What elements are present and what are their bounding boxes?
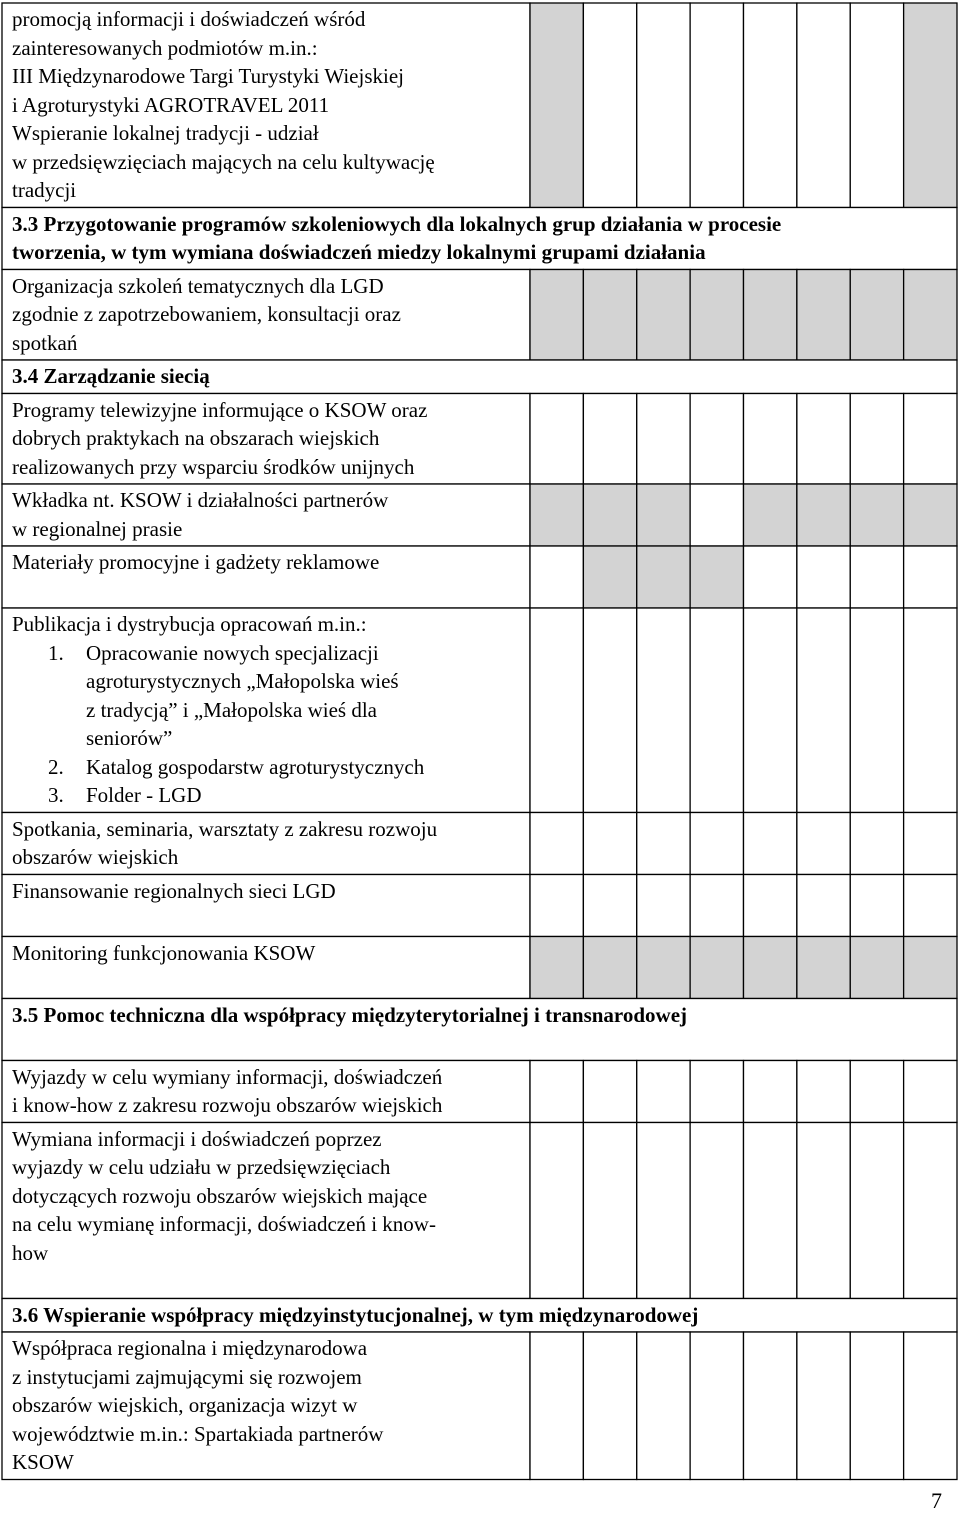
- schedule-cell: [530, 546, 583, 608]
- schedule-cell: [797, 484, 850, 546]
- schedule-cell: [744, 813, 797, 875]
- list-item-text: seniorów”: [86, 726, 173, 750]
- schedule-cell: [797, 3, 850, 208]
- section-heading: 3.6 Wspieranie współpracy międzyinstytucjonalnej, w tym międzynarodowej: [12, 1302, 699, 1327]
- schedule-cell: [744, 875, 797, 937]
- schedule-cell: [797, 813, 850, 875]
- schedule-cell: [530, 270, 583, 361]
- schedule-cell: [850, 1061, 903, 1123]
- schedule-cell: [690, 484, 743, 546]
- schedule-cell: [744, 546, 797, 608]
- activity-text: na celu wymianę informacji, doświadczeń i know-: [12, 1212, 436, 1236]
- schedule-cell: [530, 875, 583, 937]
- schedule-cell: [904, 1061, 957, 1123]
- schedule-cell: [583, 546, 636, 608]
- activity-text: Wyjazdy w celu wymiany informacji, doświadczeń: [12, 1064, 443, 1089]
- activity-text: w przedsięwzięciach mających na celu kultywację: [12, 149, 435, 174]
- schedule-cell: [583, 3, 636, 208]
- activity-text: realizowanych przy wsparciu środków unijnych: [12, 454, 415, 479]
- schedule-cell: [530, 1123, 583, 1299]
- activity-text: Wkładka nt. KSOW i działalności partnerów: [12, 488, 389, 512]
- activity-text: Finansowanie regionalnych sieci LGD: [12, 878, 336, 903]
- schedule-cell: [850, 394, 903, 485]
- section-heading: 3.4 Zarządzanie siecią: [12, 364, 210, 388]
- schedule-cell: [850, 1332, 903, 1480]
- schedule-cell: [744, 1123, 797, 1299]
- schedule-cell: [530, 484, 583, 546]
- schedule-cell: [583, 875, 636, 937]
- activity-text: Monitoring funkcjonowania KSOW: [12, 940, 316, 965]
- section-heading: 3.3 Przygotowanie programów szkoleniowych dla lokalnych grup działania w procesie: [12, 211, 782, 236]
- list-number: 2.: [48, 754, 64, 779]
- schedule-cell: [637, 1123, 690, 1299]
- schedule-cell: [850, 484, 903, 546]
- schedule-cell: [850, 1123, 903, 1299]
- schedule-cell: [637, 1061, 690, 1123]
- schedule-cell: [583, 270, 636, 361]
- schedule-cell: [530, 3, 583, 208]
- schedule-cell: [637, 270, 690, 361]
- activity-text: obszarów wiejskich: [12, 845, 179, 869]
- activity-text: dotyczących rozwoju obszarów wiejskich mające: [12, 1183, 428, 1208]
- list-item-text: Katalog gospodarstw agroturystycznych: [86, 754, 425, 779]
- schedule-cell: [690, 1123, 743, 1299]
- schedule-cell: [690, 608, 743, 813]
- schedule-cell: [690, 937, 743, 999]
- activity-text: Organizacja szkoleń tematycznych dla LGD: [12, 273, 384, 298]
- schedule-cell: [637, 937, 690, 999]
- activity-text: zainteresowanych podmiotów m.in.:: [12, 35, 318, 60]
- activity-text: Współpraca regionalna i międzynarodowa: [12, 1336, 368, 1360]
- activity-text: z instytucjami zajmującymi się rozwojem: [12, 1364, 362, 1389]
- activity-text: spotkań: [12, 330, 78, 355]
- schedule-cell: [850, 875, 903, 937]
- schedule-cell: [797, 270, 850, 361]
- activity-text: Programy telewizyjne informujące o KSOW oraz: [12, 397, 428, 422]
- schedule-cell: [797, 875, 850, 937]
- activity-text: zgodnie z zapotrzebowaniem, konsultacji oraz: [12, 302, 401, 326]
- schedule-cell: [530, 937, 583, 999]
- schedule-cell: [637, 394, 690, 485]
- schedule-cell: [637, 1332, 690, 1480]
- schedule-cell: [583, 1061, 636, 1123]
- activity-text: III Międzynarodowe Targi Turystyki Wiejskiej: [12, 64, 404, 88]
- schedule-cell: [744, 1332, 797, 1480]
- schedule-cell: [690, 3, 743, 208]
- schedule-cell: [690, 394, 743, 485]
- schedule-cell: [583, 813, 636, 875]
- schedule-cell: [530, 608, 583, 813]
- list-number: 3.: [48, 783, 64, 807]
- schedule-cell: [583, 937, 636, 999]
- schedule-cell: [637, 3, 690, 208]
- schedule-cell: [904, 270, 957, 361]
- schedule-cell: [744, 3, 797, 208]
- section-heading: 3.5 Pomoc techniczna dla współpracy międzyterytorialnej i transnarodowej: [12, 1002, 688, 1027]
- schedule-cell: [637, 546, 690, 608]
- list-item-text: Folder - LGD: [86, 783, 202, 807]
- list-item-text: Opracowanie nowych specjalizacji: [86, 640, 379, 665]
- activity-text: i know-how z zakresu rozwoju obszarów wiejskich: [12, 1093, 443, 1117]
- schedule-cell: [583, 1332, 636, 1480]
- schedule-cell: [904, 394, 957, 485]
- activity-text: województwie m.in.: Spartakiada partnerów: [12, 1421, 384, 1446]
- schedule-cell: [690, 875, 743, 937]
- schedule-cell: [690, 546, 743, 608]
- activity-text: i Agroturystyki AGROTRAVEL 2011: [12, 92, 330, 117]
- activity-text: tradycji: [12, 178, 77, 202]
- schedule-cell: [583, 394, 636, 485]
- schedule-cell: [690, 1061, 743, 1123]
- list-item-text: agroturystycznych „Małopolska wieś: [86, 669, 399, 693]
- schedule-cell: [530, 1332, 583, 1480]
- schedule-cell: [797, 1061, 850, 1123]
- activity-text: Publikacja i dystrybucja opracowań m.in.:: [12, 612, 367, 636]
- schedule-cell: [850, 270, 903, 361]
- schedule-cell: [850, 813, 903, 875]
- schedule-cell: [637, 813, 690, 875]
- page-number: 7: [931, 1488, 942, 1513]
- schedule-cell: [904, 546, 957, 608]
- activity-text: obszarów wiejskich, organizacja wizyt w: [12, 1393, 358, 1417]
- schedule-cell: [797, 1123, 850, 1299]
- schedule-cell: [637, 608, 690, 813]
- schedule-cell: [904, 608, 957, 813]
- schedule-cell: [904, 875, 957, 937]
- schedule-cell: [904, 1123, 957, 1299]
- schedule-cell: [904, 937, 957, 999]
- schedule-cell: [850, 608, 903, 813]
- activity-text: w regionalnej prasie: [12, 516, 183, 541]
- activity-text: Wymiana informacji i doświadczeń poprzez: [12, 1126, 382, 1151]
- schedule-cell: [744, 484, 797, 546]
- schedule-cell: [904, 813, 957, 875]
- schedule-cell: [690, 813, 743, 875]
- activity-text: Wspieranie lokalnej tradycji - udział: [12, 121, 319, 145]
- list-item-text: z tradycją” i „Małopolska wieś dla: [86, 697, 377, 722]
- schedule-cell: [744, 608, 797, 813]
- schedule-cell: [583, 608, 636, 813]
- schedule-cell: [744, 937, 797, 999]
- schedule-cell: [797, 546, 850, 608]
- schedule-cell: [530, 394, 583, 485]
- list-number: 1.: [48, 640, 64, 665]
- schedule-cell: [583, 484, 636, 546]
- schedule-cell: [797, 937, 850, 999]
- schedule-cell: [904, 1332, 957, 1480]
- section-heading: tworzenia, w tym wymiana doświadczeń miedzy lokalnymi grupami działania: [12, 240, 706, 264]
- schedule-cell: [744, 1061, 797, 1123]
- activity-text: wyjazdy w celu udziału w przedsięwzięciach: [12, 1155, 391, 1179]
- schedule-cell: [797, 394, 850, 485]
- schedule-cell: [583, 1123, 636, 1299]
- schedule-cell: [637, 875, 690, 937]
- schedule-cell: [690, 1332, 743, 1480]
- activity-text: Materiały promocyjne i gadżety reklamowe: [12, 550, 380, 574]
- schedule-cell: [744, 270, 797, 361]
- schedule-cell: [530, 1061, 583, 1123]
- activity-text: KSOW: [12, 1450, 74, 1474]
- schedule-cell: [530, 813, 583, 875]
- schedule-cell: [904, 484, 957, 546]
- schedule-cell: [797, 608, 850, 813]
- activity-text: dobrych praktykach na obszarach wiejskich: [12, 426, 380, 450]
- schedule-cell: [797, 1332, 850, 1480]
- schedule-cell: [850, 3, 903, 208]
- schedule-cell: [690, 270, 743, 361]
- schedule-cell: [904, 3, 957, 208]
- schedule-cell: [637, 484, 690, 546]
- activity-text: promocją informacji i doświadczeń wśród: [12, 7, 366, 31]
- schedule-cell: [744, 394, 797, 485]
- activity-text: how: [12, 1240, 49, 1265]
- activity-text: Spotkania, seminaria, warsztaty z zakresu rozwoju: [12, 816, 438, 841]
- schedule-cell: [850, 546, 903, 608]
- schedule-cell: [850, 937, 903, 999]
